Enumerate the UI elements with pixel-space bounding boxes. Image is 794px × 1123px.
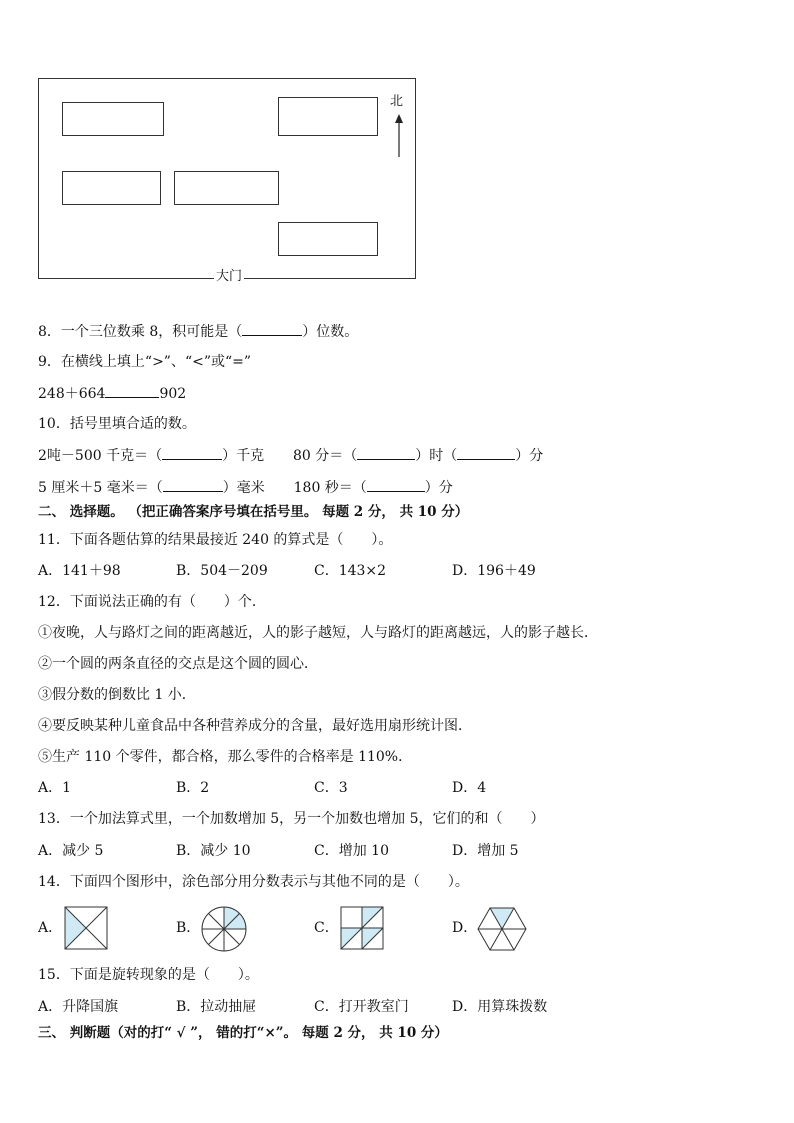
question-11: 11．下面各题估算的结果最接近 240 的算式是（ ）。 [38, 532, 393, 548]
q12-statement-2: ②一个圆的两条直径的交点是这个圆的圆心． [38, 656, 318, 672]
q14-figure-a [64, 906, 108, 950]
map-building-2 [278, 97, 378, 136]
map-bottom-edge-right [250, 278, 416, 279]
question-15: 15．下面是旋转现象的是（ ）。 [38, 967, 259, 983]
q11-option-c[interactable]: C．143×2 [314, 563, 387, 579]
q14-figure-d [476, 906, 528, 952]
q13-option-c[interactable]: C．增加 10 [314, 843, 389, 859]
q12-option-c[interactable]: C．3 [314, 780, 348, 796]
q10-r2-a-unit: ）毫米 [222, 480, 265, 496]
q14-figure-c [340, 906, 384, 950]
q11-option-a[interactable]: A．141＋98 [38, 563, 121, 579]
gate-label: 大门 [214, 265, 244, 284]
north-arrow-icon [393, 114, 405, 158]
map-building-4 [174, 171, 279, 205]
q10-row-1 [38, 445, 543, 466]
q10-r2-b-unit: ）分 [424, 480, 453, 496]
q12-option-a[interactable]: A．1 [38, 780, 72, 796]
q12-option-d[interactable]: D．4 [452, 780, 487, 796]
map-bottom-edge-left [38, 278, 208, 279]
question-10: 10．括号里填合适的数。 [38, 416, 196, 432]
q13-option-b[interactable]: B．减少 10 [176, 843, 251, 859]
q10-r2-a-text: 5 厘米＋5 毫米＝（ [38, 480, 163, 496]
q12-statement-3: ③假分数的倒数比 1 小． [38, 687, 196, 703]
q8-text: 8．一个三位数乘 8，积可能是（ [38, 324, 243, 340]
q8-text-end: ）位数。 [302, 324, 359, 340]
q15-option-a[interactable]: A．升降国旗 [38, 999, 119, 1015]
q14-figure-b [201, 906, 247, 952]
north-label: 北 [390, 94, 404, 109]
q10-r1-b-mid: ）时（ [415, 448, 458, 464]
q10-r2-b-text: 180 秒＝（ [293, 480, 367, 496]
q14-option-d[interactable]: D． [452, 920, 478, 936]
q9-expression [38, 383, 186, 404]
q12-statement-5: ⑤生产 110 个零件，都合格，那么零件的合格率是 110%． [38, 749, 413, 765]
map-building-1 [62, 102, 164, 136]
q9-expr-left: 248＋664 [38, 386, 106, 402]
q12-statement-4: ④要反映某种儿童食品中各种营养成分的含量，最好选用扇形统计图． [38, 718, 472, 734]
q10-row-2 [38, 477, 453, 498]
question-8 [38, 321, 358, 342]
map-building-3 [62, 171, 161, 205]
section-2-title: 二、 选择题。 （把正确答案序号填在括号里。 每题 2 分， 共 10 分） [38, 504, 469, 520]
q10-r1-blank-2[interactable] [357, 445, 415, 460]
q10-r2-blank-2[interactable] [367, 477, 425, 492]
question-13: 13．一个加法算式里，一个加数增加 5，另一个加数也增加 5，它们的和（ ） [38, 811, 545, 827]
q14-option-c[interactable]: C． [314, 920, 339, 936]
q15-option-c[interactable]: C．打开教室门 [314, 999, 409, 1015]
q10-r2-blank-1[interactable] [163, 477, 223, 492]
q15-option-d[interactable]: D．用算珠拨数 [452, 999, 548, 1015]
q13-option-d[interactable]: D．增加 5 [452, 843, 519, 859]
question-12: 12．下面说法正确的有（ ）个． [38, 594, 266, 610]
q10-r1-blank-1[interactable] [162, 445, 222, 460]
q10-r1-b-unit: ）分 [515, 448, 544, 464]
q10-r1-blank-3[interactable] [457, 445, 515, 460]
q9-expr-right: 902 [159, 386, 187, 402]
q14-option-b[interactable]: B． [176, 920, 201, 936]
q8-blank[interactable] [242, 321, 302, 336]
q10-r1-a-unit: ）千克 [222, 448, 265, 464]
section-3-title: 三、 判断题（对的打“ √ ”， 错的打“×”。 每题 2 分， 共 10 分） [38, 1025, 448, 1041]
map-building-5 [278, 222, 378, 256]
q12-statement-1: ①夜晚，人与路灯之间的距离越近，人的影子越短，人与路灯的距离越远，人的影子越长． [38, 625, 598, 641]
q13-option-a[interactable]: A．减少 5 [38, 843, 104, 859]
q11-option-d[interactable]: D．196＋49 [452, 563, 536, 579]
q10-r1-a-text: 2吨－500 千克＝（ [38, 448, 163, 464]
q11-option-b[interactable]: B．504－209 [176, 563, 268, 579]
q9-blank[interactable] [105, 383, 159, 398]
q14-option-a[interactable]: A． [38, 920, 63, 936]
question-9: 9．在横线上填上“>”、“<”或“=” [38, 354, 252, 370]
question-14: 14．下面四个图形中，涂色部分用分数表示与其他不同的是（ ）。 [38, 874, 469, 890]
q15-option-b[interactable]: B．拉动抽屉 [176, 999, 257, 1015]
q12-option-b[interactable]: B．2 [176, 780, 210, 796]
q10-r1-b-text: 80 分＝（ [293, 448, 358, 464]
